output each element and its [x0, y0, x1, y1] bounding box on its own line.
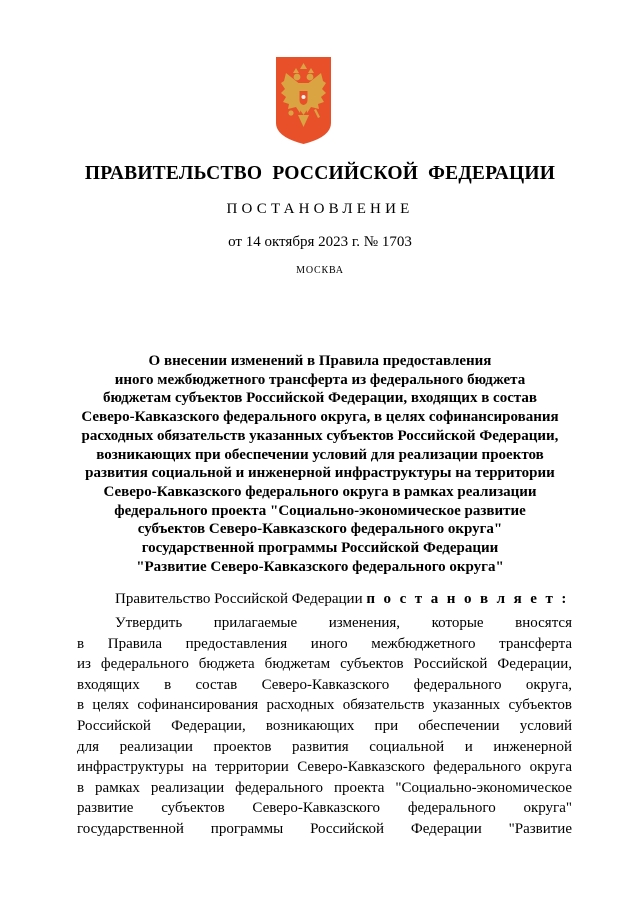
body-line: из федерального бюджета бюджетам субъектов Российской Федерации,: [77, 656, 572, 673]
body-line: входящих в состав Северо-Кавказского федерального округа,: [77, 676, 572, 693]
body-line: Российской Федерации, возникающих при обеспечении условий: [77, 717, 572, 734]
city-name: МОСКВА: [296, 265, 344, 276]
heading-line: государственной программы Российской Федерации: [141, 540, 499, 557]
heading-line: развития социальной и инженерной инфраструктуры на территории: [85, 465, 555, 482]
heading-line: О внесении изменений в Правила предоставления: [148, 353, 492, 369]
coat-of-arms-icon: [276, 57, 331, 144]
body-line: Утвердить прилагаемые изменения, которые вносятся: [115, 615, 572, 631]
body-line: в рамках реализации федерального проекта "Социально-экономическое: [77, 779, 572, 796]
heading-line: "Развитие Северо-Кавказского федерального округа": [136, 558, 504, 575]
preamble-lead: Правительство Российской Федерации: [115, 591, 367, 607]
government-title: ПРАВИТЕЛЬСТВО РОССИЙСКОЙ ФЕДЕРАЦИИ: [84, 163, 556, 184]
heading-line: Северо-Кавказского федерального округа в рамках реализации: [103, 483, 537, 500]
heading-line: иного межбюджетного трансферта из федерального бюджета: [114, 371, 526, 388]
body-paragraph: [77, 613, 572, 840]
body-line: развитие субъектов Северо-Кавказского федерального округа": [77, 800, 572, 817]
body-line: для реализации проектов развития социальной и инженерной: [77, 738, 572, 755]
body-line: в Правила предоставления иного межбюджетного трансферта: [77, 635, 572, 652]
body-line: инфраструктуры на территории Северо-Кавказского федерального округа: [77, 759, 572, 776]
heading-line: бюджетам субъектов Российской Федерации, входящих в состав: [102, 390, 538, 407]
heading-line: субъектов Северо-Кавказского федерального округа": [137, 521, 503, 538]
document-date-number: от 14 октября 2023 г. № 1703: [228, 234, 412, 250]
decree-word: п о с т а н о в л я е т :: [366, 591, 569, 607]
heading-line: расходных обязательств указанных субъектов Российской Федерации,: [81, 427, 559, 444]
preamble: [115, 591, 569, 608]
heading-line: возникающих при обеспечении условий для реализации проектов: [96, 446, 544, 463]
body-line: в целях софинансирования расходных обязательств указанных субъектов: [77, 697, 572, 714]
heading-line: Северо-Кавказского федерального округа, в целях софинансирования: [81, 409, 559, 426]
heading-line: федерального проекта "Социально-экономическое развитие: [114, 502, 526, 519]
body-line: государственной программы Российской Федерации "Развитие: [77, 820, 572, 837]
document-type: ПОСТАНОВЛЕНИЕ: [226, 201, 414, 217]
document-heading: [60, 352, 580, 576]
